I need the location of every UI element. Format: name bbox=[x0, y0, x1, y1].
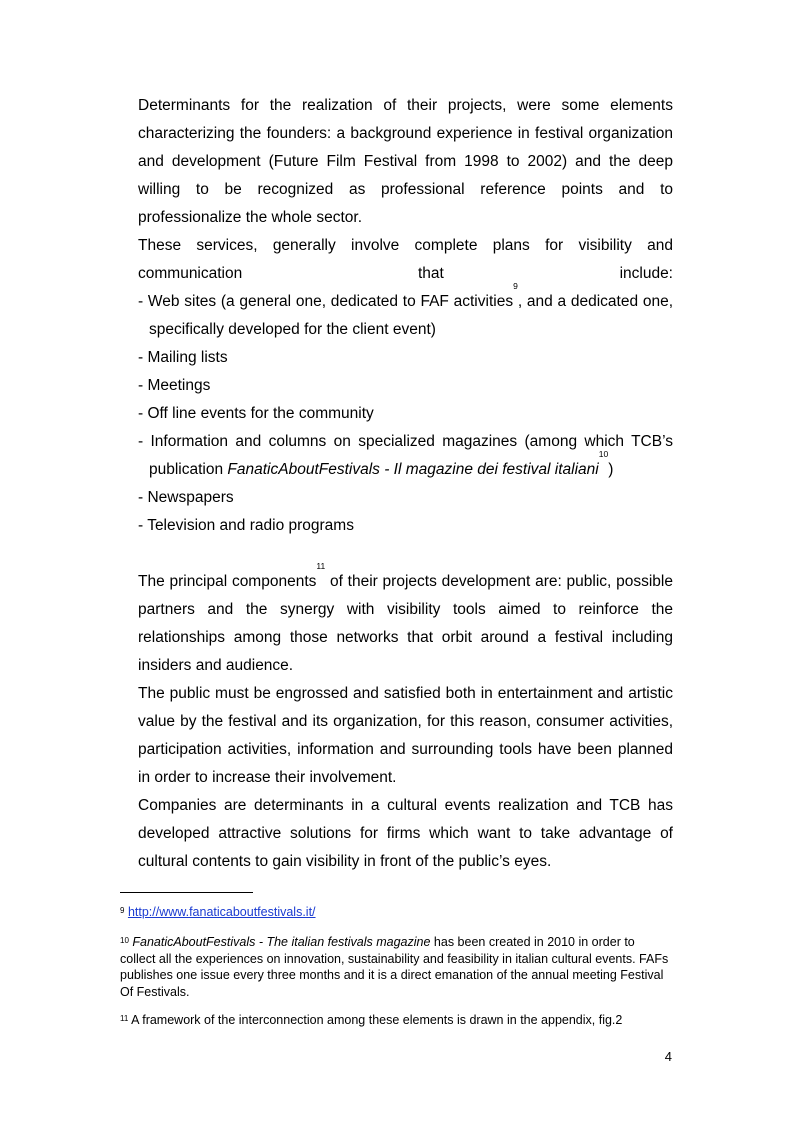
main-text bbox=[138, 92, 673, 876]
paragraph-components: The principal components$^{11}$ of their projects development are: public, possible partners and the synergy with visibility tools aimed to reinforce the relationships among those networks that orbit around a festival including insiders and audience. bbox=[138, 561, 673, 674]
paragraph-founders: Determinants for the realization of their projects, were some elements characterizing the founders: a background experience in festival organization and development (Future Film Festival from 1998 to 2002) and the deep willing to be recognized as professional reference points and to professionalize the whole sector. bbox=[138, 97, 673, 226]
list-item: - Newspapers bbox=[138, 489, 234, 506]
list-item: - Television and radio programs bbox=[138, 517, 354, 534]
list-item: - Mailing lists bbox=[138, 349, 228, 366]
paragraph-public: The public must be engrossed and satisfied both in entertainment and artistic value by the festival and its organization, for this reason, consumer activities, participation activities, information and surrounding tools have been planned in order to increase their involvement. bbox=[138, 685, 673, 786]
list-item: - Web sites (a general one, dedicated to FAF activities$^9$, and a dedicated one, specifically developed for the client event) bbox=[138, 281, 674, 338]
paragraph-companies: Companies are determinants in a cultural events realization and TCB has developed attractive solutions for firms which want to take advantage of cultural contents to gain visibility in front of the public’s eyes. bbox=[138, 797, 673, 870]
list-item: - Off line events for the community bbox=[138, 405, 374, 422]
page-number: 4 bbox=[664, 1049, 672, 1064]
footnote-9: $^9$ http://www.fanaticaboutfestivals.it/ bbox=[120, 905, 316, 919]
footnote-ref-11: 11 bbox=[316, 561, 326, 571]
list-item: - Information and columns on specialized magazines (among which TCB’s publication FanaticAboutFestivals - Il magazine dei festival italiani$^{10}$) bbox=[138, 433, 673, 478]
magazine-title: FanaticAboutFestivals - Il magazine dei festival italiani bbox=[227, 461, 599, 478]
footnote-link[interactable]: http://www.fanaticaboutfestivals.it/ bbox=[127, 905, 316, 919]
footnote-separator bbox=[120, 892, 253, 893]
footnote-10: $^{10}$ FanaticAboutFestivals - The italian festivals magazine has been created in 2010 in order to collect all the experiences on innovation, sustainability and feasibility in italian cultural events. FAFs publishes one issue every three months and it is a direct emanation of the annual meeting Festival Of Festivals. bbox=[120, 935, 669, 999]
paragraph-services: These services, generally involve complete plans for visibility and communication that include: bbox=[138, 237, 673, 282]
services-list bbox=[138, 281, 674, 540]
list-item: - Meetings bbox=[138, 377, 211, 394]
footnote-11: $^{11}$ A framework of the interconnection among these elements is drawn in the appendix, fig.2 bbox=[120, 1013, 623, 1027]
footnote-ref-9: 9 bbox=[513, 281, 518, 291]
paragraph-gap bbox=[138, 540, 673, 568]
footnote-ref-10: 10 bbox=[598, 449, 609, 459]
